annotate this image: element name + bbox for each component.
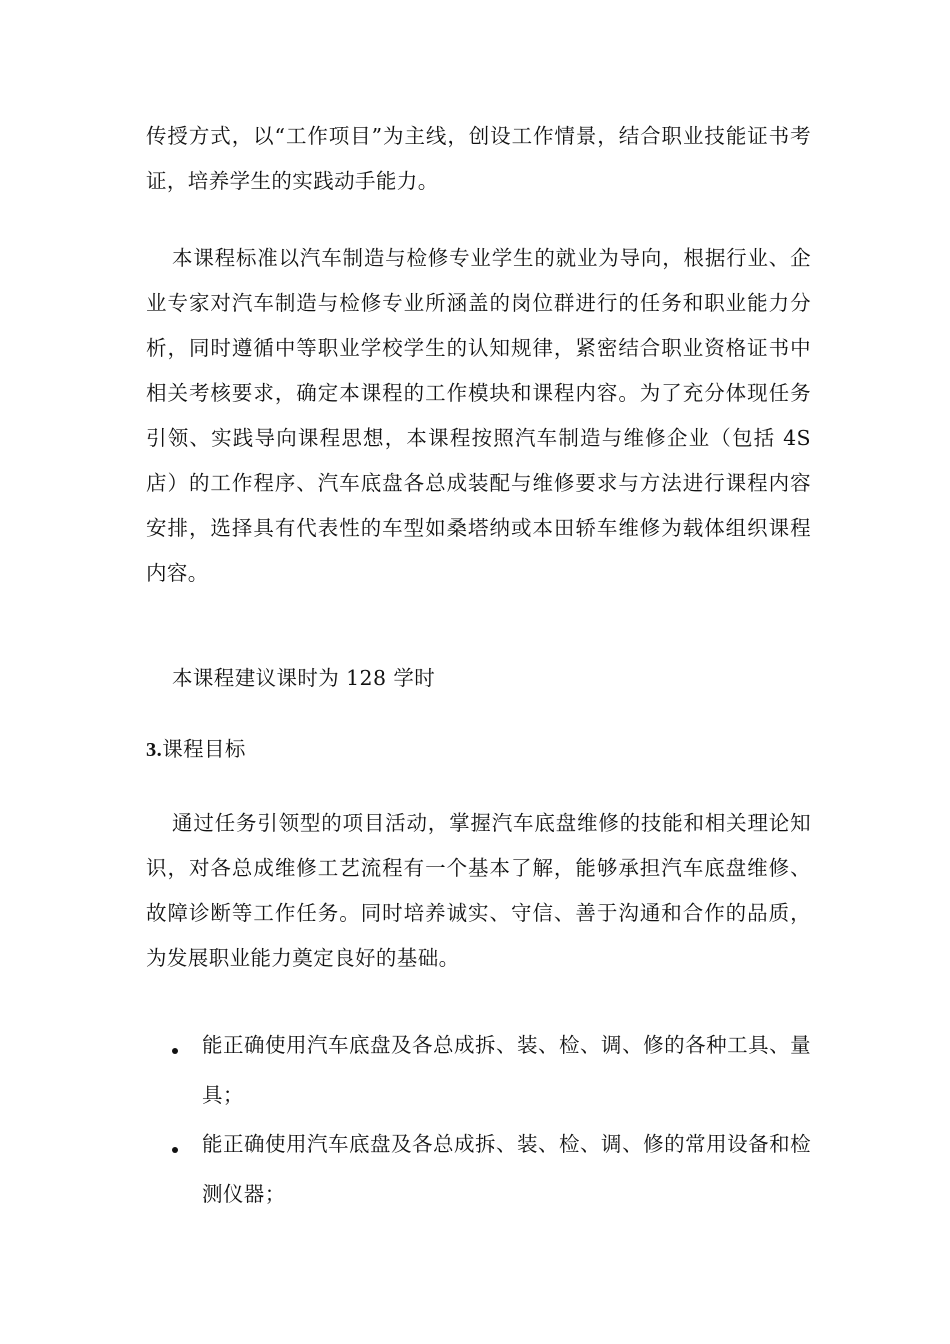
bullet-icon <box>172 1048 178 1054</box>
list-item-text: 能正确使用汽车底盘及各总成拆、装、检、调、修的常用设备和检测仪器； <box>202 1132 811 1206</box>
paragraph-course-standard: 本课程标准以汽车制造与检修专业学生的就业为导向，根据行业、企业专家对汽车制造与检修专业所涵盖的岗位群进行的任务和职业能力分析，同时遵循中等职业学校学生的认知规律，紧密结合职业资格证书中相关考核要求，确定本课程的工作模块和课程内容。为了充分体现任务引领、实践导向课程思想，本课程按照汽车制造与维修企业（包括 4S 店）的工作程序、汽车底盘各总成装配与维修要求与方法进行课程内容安排，选择具有代表性的车型如桑塔纳或本田轿车维修为载体组织课程内容。 <box>146 246 811 585</box>
section-heading-course-objectives <box>146 727 246 773</box>
paragraph-teaching-method: 传授方式，以“工作项目”为主线，创设工作情景，结合职业技能证书考证，培养学生的实践动手能力。 <box>146 124 811 193</box>
list-item <box>146 1020 811 1120</box>
list-item-text: 能正确使用汽车底盘及各总成拆、装、检、调、修的各种工具、量具； <box>202 1033 811 1107</box>
bullet-icon <box>172 1147 178 1153</box>
section-number: 3. <box>146 739 163 761</box>
list-item <box>146 1119 811 1219</box>
paragraph-course-objectives: 通过任务引领型的项目活动，掌握汽车底盘维修的技能和相关理论知识，对各总成维修工艺流程有一个基本了解，能够承担汽车底盘维修、故障诊断等工作任务。同时培养诚实、守信、善于沟通和合作的品质，为发展职业能力奠定良好的基础。 <box>146 811 811 970</box>
paragraph-course-hours: 本课程建议课时为 128 学时 <box>172 666 436 690</box>
section-title: 课程目标 <box>162 737 246 761</box>
